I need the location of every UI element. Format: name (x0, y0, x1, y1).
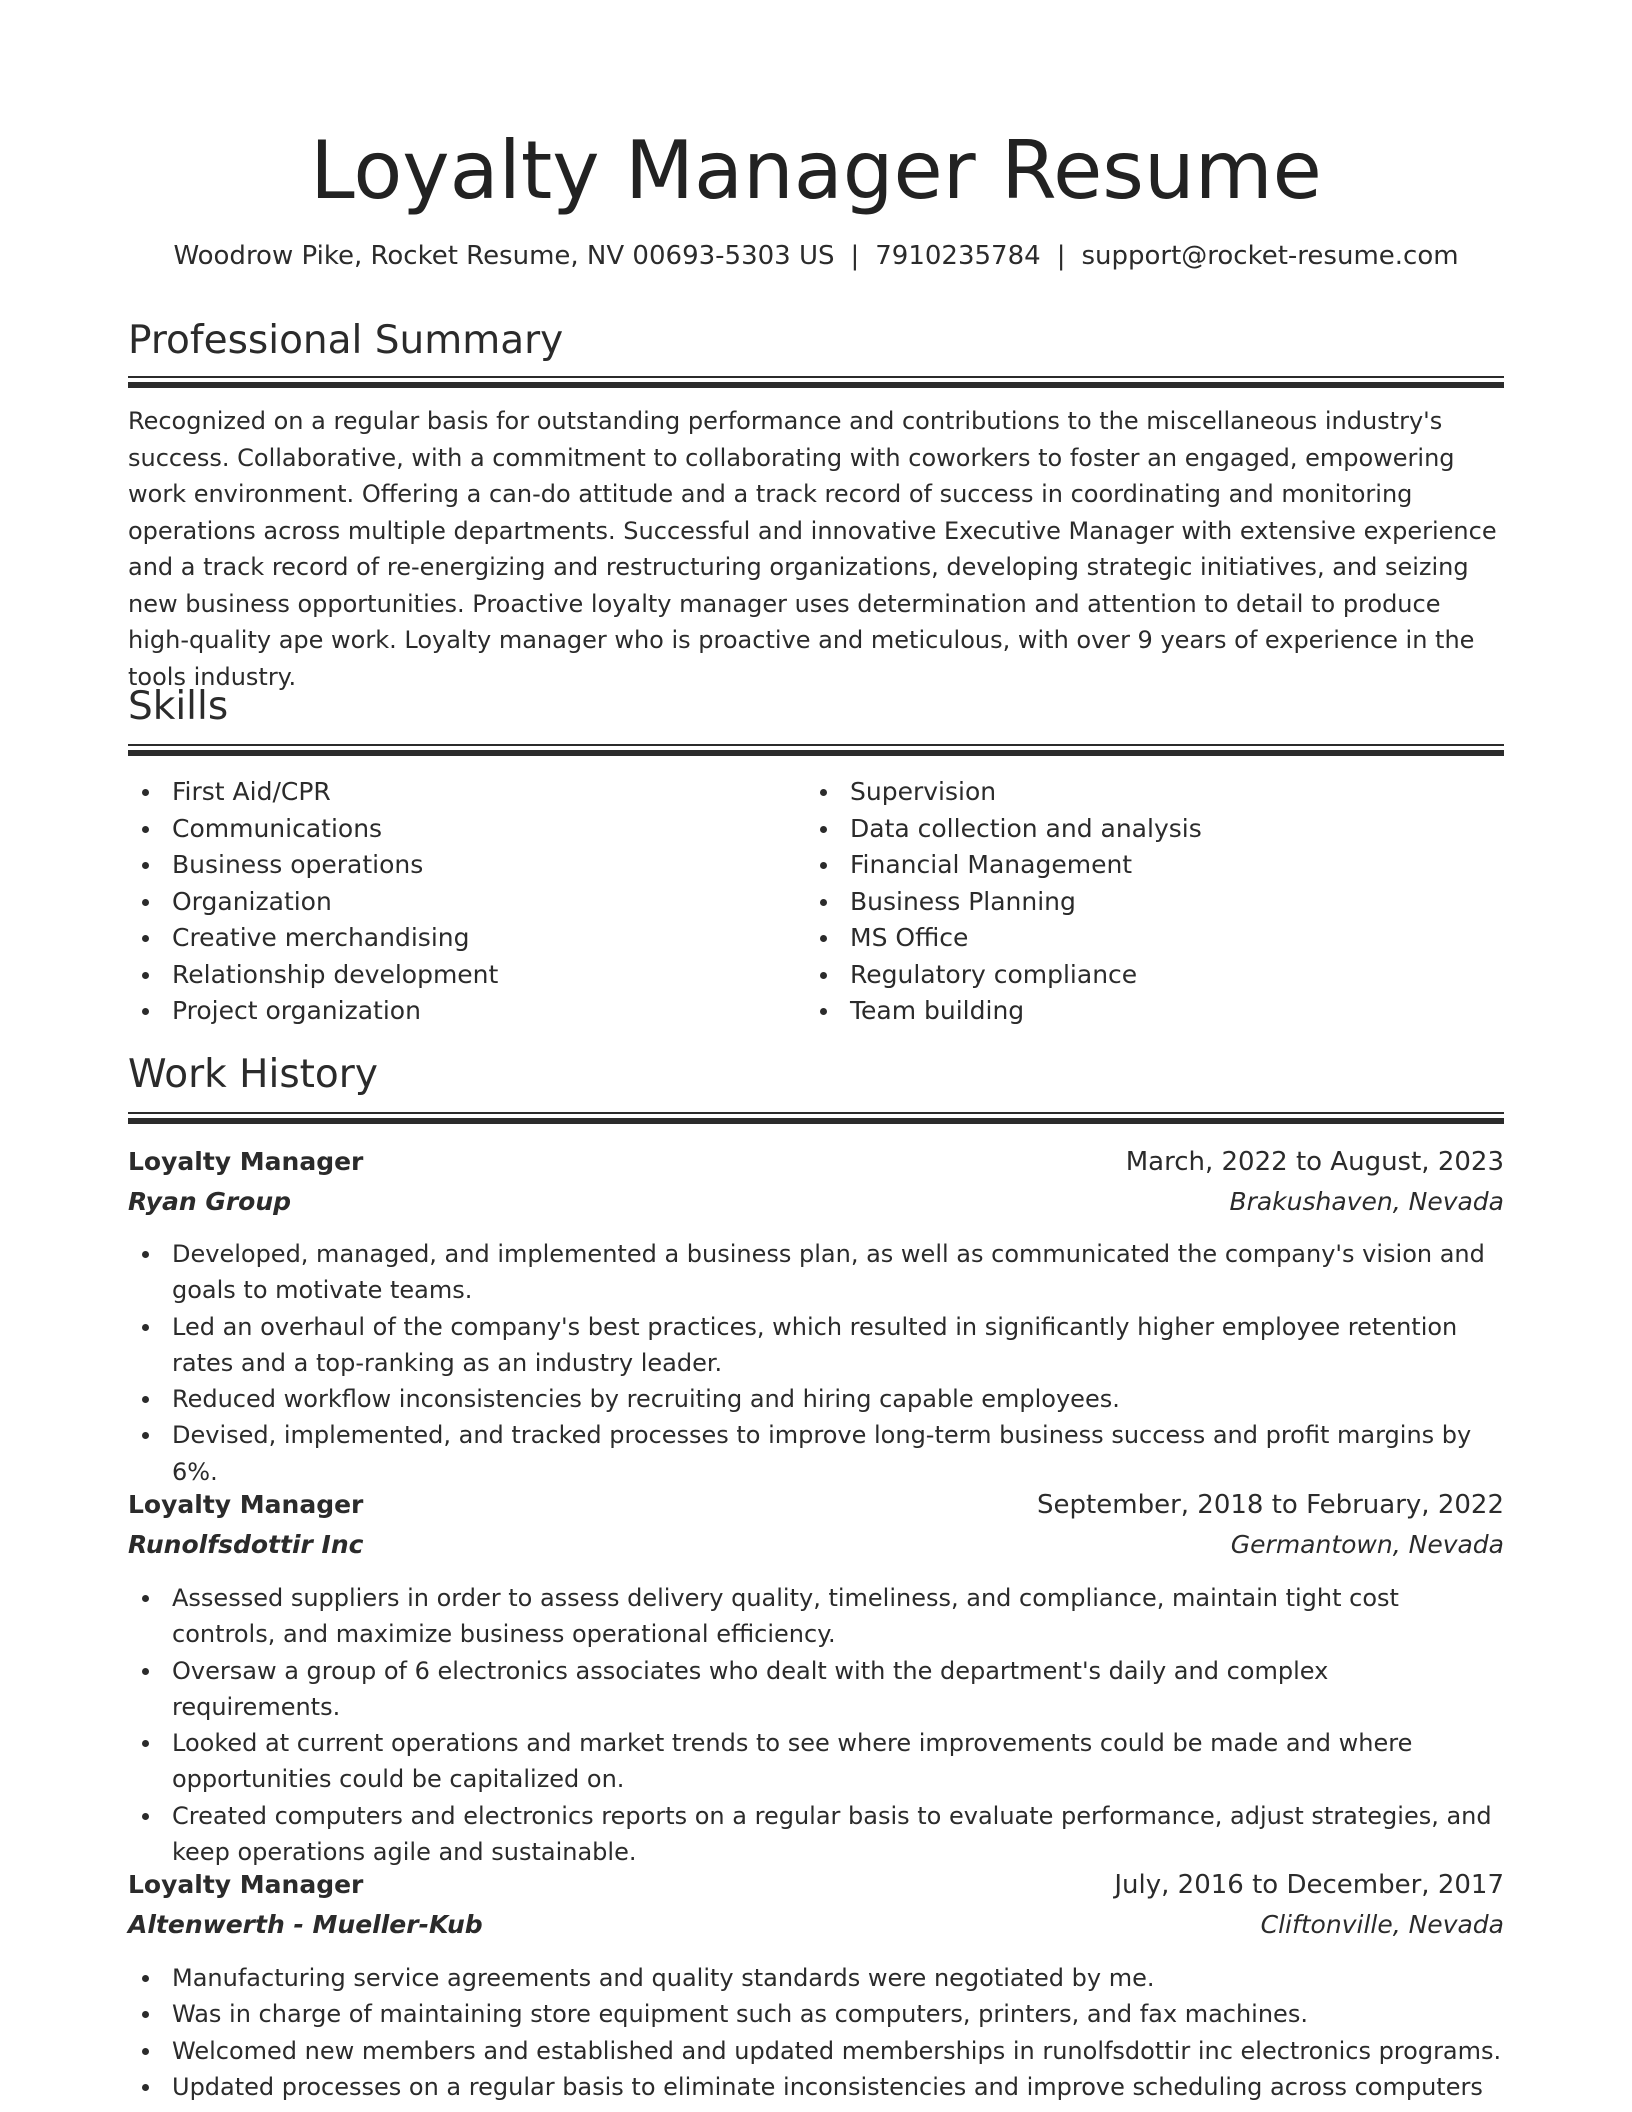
job-header (128, 1865, 1504, 1945)
list-item: Developed, managed, and implemented a business plan, as well as communicated the company's vision and goals to motivate teams. (128, 1236, 1504, 1309)
section-divider (128, 744, 1504, 756)
list-item: Assessed suppliers in order to assess delivery quality, timeliness, and compliance, maintain tight cost controls, and maximize business operational efficiency. (128, 1580, 1504, 1653)
contact-address: Woodrow Pike, Rocket Resume, NV 00693-5303 US (173, 241, 835, 271)
job-location: Brakushaven, Nevada (1229, 1187, 1504, 1216)
skill-item: Business operations (128, 847, 788, 884)
job-header (128, 1485, 1504, 1565)
skill-item: Supervision (806, 774, 1504, 811)
job-bullet-list (128, 1236, 1504, 1490)
list-item: Devised, implemented, and tracked processes to improve long-term business success and profit margins by 6%. (128, 1417, 1504, 1490)
section-divider (128, 376, 1504, 388)
list-item: Manufacturing service agreements and quality standards were negotiated by me. (128, 1960, 1504, 1996)
list-item: Reduced workflow inconsistencies by recruiting and hiring capable employees. (128, 1381, 1504, 1417)
section-heading-summary: Professional Summary (128, 318, 564, 363)
job-company: Runolfsdottir Inc (128, 1530, 364, 1559)
contact-phone: 7910235784 (875, 241, 1041, 271)
skill-item: Regulatory compliance (806, 957, 1504, 994)
skill-item: Communications (128, 811, 788, 848)
job-title: Loyalty Manager (128, 1490, 364, 1519)
list-item: Oversaw a group of 6 electronics associates who dealt with the department's daily and complex requirements. (128, 1653, 1504, 1726)
job-dates: September, 2018 to February, 2022 (1037, 1490, 1504, 1520)
section-heading-skills: Skills (128, 684, 229, 729)
job-title: Loyalty Manager (128, 1870, 364, 1899)
skill-item: Team building (806, 993, 1504, 1030)
job-bullet-list (128, 1960, 1504, 2105)
job-dates: March, 2022 to August, 2023 (1125, 1147, 1504, 1177)
list-item: Was in charge of maintaining store equipment such as computers, printers, and fax machines. (128, 1996, 1504, 2032)
skill-item: First Aid/CPR (128, 774, 788, 811)
skill-item: Relationship development (128, 957, 788, 994)
job-dates: July, 2016 to December, 2017 (1114, 1870, 1504, 1900)
skill-item: Financial Management (806, 847, 1504, 884)
job-location: Cliftonville, Nevada (1260, 1910, 1504, 1939)
skill-item: Data collection and analysis (806, 811, 1504, 848)
skills-list-left (128, 774, 788, 1030)
job-title: Loyalty Manager (128, 1147, 364, 1176)
list-item: Looked at current operations and market trends to see where improvements could be made and where opportunities could be capitalized on. (128, 1725, 1504, 1798)
list-item: Created computers and electronics reports on a regular basis to evaluate performance, adjust strategies, and keep operations agile and sustainable. (128, 1798, 1504, 1871)
contact-line (128, 236, 1504, 276)
summary-text: Recognized on a regular basis for outstanding performance and contributions to the miscellaneous industry's success. Collaborative, with a commitment to collaborating with coworkers to foster an engaged, empowering work environment. Offering a can-do attitude and a track record of success in coordinating and monitoring operations across multiple departments. Successful and innovative Executive Manager with extensive experience and a track record of re-energizing and restructuring organizations, developing strategic initiatives, and seizing new business opportunities. Proactive loyalty manager uses determination and attention to detail to produce high-quality ape work. Loyalty manager who is proactive and meticulous, with over 9 years of experience in the tools industry. (128, 407, 1497, 691)
job-bullet-list (128, 1580, 1504, 1870)
skill-item: Creative merchandising (128, 920, 788, 957)
skill-item: Organization (128, 884, 788, 921)
page-title: Loyalty Manager Resume (310, 124, 1322, 217)
list-item: Led an overhaul of the company's best practices, which resulted in significantly higher employee retention rates and a top-ranking as an industry leader. (128, 1309, 1504, 1382)
job-header (128, 1142, 1504, 1222)
job-company: Ryan Group (128, 1187, 292, 1216)
skills-list-right (806, 774, 1504, 1030)
skill-item: Business Planning (806, 884, 1504, 921)
list-item: Welcomed new members and established and updated memberships in runolfsdottir inc electronics programs. (128, 2033, 1504, 2069)
section-divider (128, 1112, 1504, 1124)
job-company: Altenwerth - Mueller-Kub (128, 1910, 483, 1939)
contact-separator: | (850, 241, 860, 271)
job-location: Germantown, Nevada (1230, 1530, 1504, 1559)
section-heading-work-history: Work History (128, 1052, 378, 1097)
contact-email[interactable]: support@rocket-resume.com (1081, 241, 1459, 271)
skill-item: Project organization (128, 993, 788, 1030)
list-item: Updated processes on a regular basis to eliminate inconsistencies and improve scheduling across computers (128, 2069, 1504, 2105)
contact-separator: | (1056, 241, 1066, 271)
skill-item: MS Office (806, 920, 1504, 957)
